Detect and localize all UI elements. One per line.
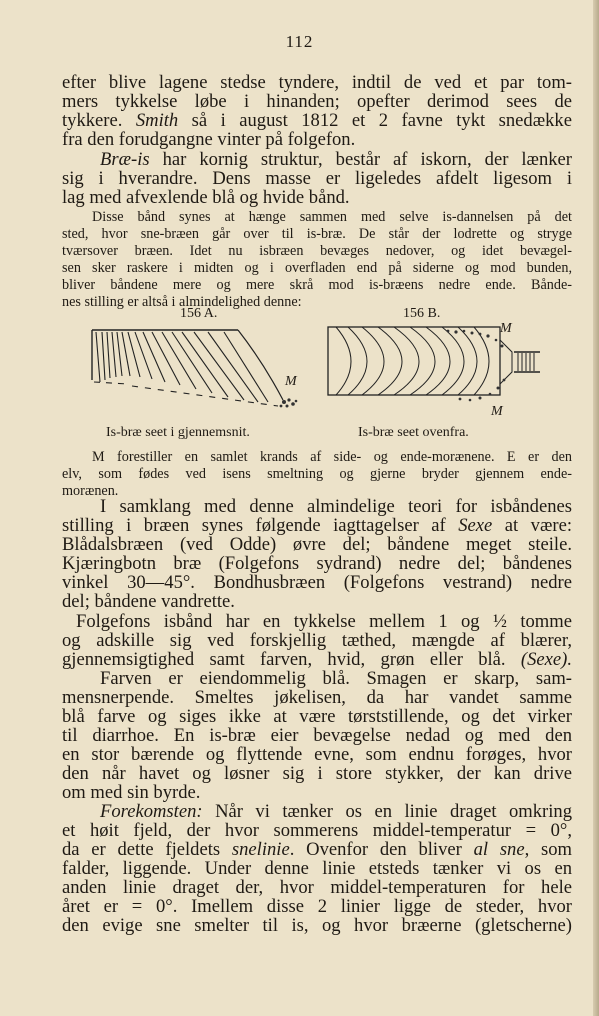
text-line: en stor bærende og flyttende evne, som endnu forøges, hvor bbox=[62, 744, 572, 765]
text-line: mensnerpende. Smeltes jøkelisen, da har vandet samme bbox=[62, 687, 572, 708]
text-line: den når havet og løsner sig i store stykker, der kan drive bbox=[62, 763, 572, 784]
text-line: sig i hverandre. Dens masse er ligeledes afdelt ligesom i bbox=[62, 168, 572, 189]
text-line: Forekomsten: Når vi tænker os en linie draget omkring bbox=[100, 801, 572, 822]
small-text-line: tværsover bræen. Idet nu isbræen bevæges nedover, og idet bevægel- bbox=[62, 243, 572, 259]
text-line: den evige sne smelter til is, og hvor bræerne (gletscherne) bbox=[62, 915, 572, 936]
text-line: del; båndene vandrette. bbox=[62, 591, 235, 612]
text-line: gjennemsigtighed samt farven, hvid, grøn eller blå. (Sexe). bbox=[62, 649, 572, 670]
text-line: Folgefons isbånd har en tykkelse mellem 1 og ½ tomme bbox=[76, 611, 572, 632]
moraine-marker-b-bottom: M bbox=[491, 404, 503, 419]
small-text-line: sen sker raskere i midten og i overfladen end på siderne og mod bunden, bbox=[62, 260, 572, 276]
text-line: om med sin byrde. bbox=[62, 782, 201, 803]
figure-label-b: 156 B. bbox=[403, 306, 441, 321]
figure-note-line: elv, som fødes ved isens smeltning og gjerne bryder gjennem ende- bbox=[62, 466, 572, 482]
text-line: tykkere. Smith så i august 1812 et 2 favne tykt snedække bbox=[62, 110, 572, 131]
moraine-marker-b-top: M bbox=[500, 321, 512, 336]
text-line: I samklang med denne almindelige teori for isbåndenes bbox=[100, 496, 572, 517]
small-text-line: Disse bånd synes at hænge sammen med selve is-dannelsen på det bbox=[92, 209, 572, 225]
figure-note-line: M forestiller en samlet krands af side- og ende-morænene. E er den bbox=[92, 449, 572, 465]
glacier-top-view-illustration bbox=[326, 322, 546, 412]
figure-caption-b: Is-bræ seet ovenfra. bbox=[358, 425, 469, 440]
moraine-marker-a: M bbox=[285, 374, 297, 389]
text-line: og adskille sig ved forskjellig tæthed, mængde af blærer, bbox=[62, 630, 572, 651]
text-line: Bræ-is har kornig struktur, består af iskorn, der lænker bbox=[100, 149, 572, 170]
text-line: falder, liggende. Under denne linie etsteds tænker vi os en bbox=[62, 858, 572, 879]
text-line: mers tykkelse løbe i hinanden; opefter derimod sees de bbox=[62, 91, 572, 112]
text-line: lag med afvexlende blå og hvide bånd. bbox=[62, 187, 350, 208]
page-number: 112 bbox=[285, 32, 314, 51]
text-line: Blådalsbræen (ved Odde) øvre del; båndene meget steile. bbox=[62, 534, 572, 555]
figure-label-a: 156 A. bbox=[180, 306, 218, 321]
text-line: Kjæringbotn bræ (Folgefons sydrand) nedre del; båndenes bbox=[62, 553, 572, 574]
text-line: efter blive lagene stedse tyndere, indtil de ved et par tom- bbox=[62, 72, 572, 93]
text-line: til diarrhoe. En is-bræ eier bevægelse nedad og med den bbox=[62, 725, 572, 746]
text-line: Farven er eiendommelig blå. Smagen er skarp, sam- bbox=[100, 668, 572, 689]
text-line: stilling i bræen synes følgende iagttagelser af Sexe at være: bbox=[62, 515, 572, 536]
glacier-cross-section-illustration bbox=[88, 322, 318, 412]
text-line: anden linie draget der, hvor middel-temperaturen for hele bbox=[62, 877, 572, 898]
page-edge bbox=[593, 0, 599, 1016]
text-line: da er dette fjeldets snelinie. Ovenfor den bliver al sne, som bbox=[62, 839, 573, 860]
text-line: fra den forudgangne vinter på folgefon. bbox=[62, 129, 356, 150]
text-line: et høit fjeld, der hvor sommerens middel-temperatur = 0°, bbox=[62, 820, 572, 841]
text-line: vinkel 30—45°. Bondhusbræen (Folgefons vestrand) nedre bbox=[62, 572, 572, 593]
small-text-line: sted, hvor sne-bræen går over til is-bræ. De står der lodrette og stryge bbox=[62, 226, 572, 242]
small-text-line: bliver båndene mere og mere skrå mod is-bræens nedre ende. Bånde- bbox=[62, 277, 572, 293]
figure-caption-a: Is-bræ seet i gjennemsnit. bbox=[106, 425, 250, 440]
figure-note-line: morænen. bbox=[62, 483, 119, 499]
small-text-line: nes stilling er altså i almindelighed denne: bbox=[62, 294, 302, 310]
text-line: året er = 0°. Imellem disse 2 linier ligge de steder, hvor bbox=[62, 896, 572, 917]
text-line: blå farve og siges ikke at være tørststillende, og det virker bbox=[62, 706, 572, 727]
